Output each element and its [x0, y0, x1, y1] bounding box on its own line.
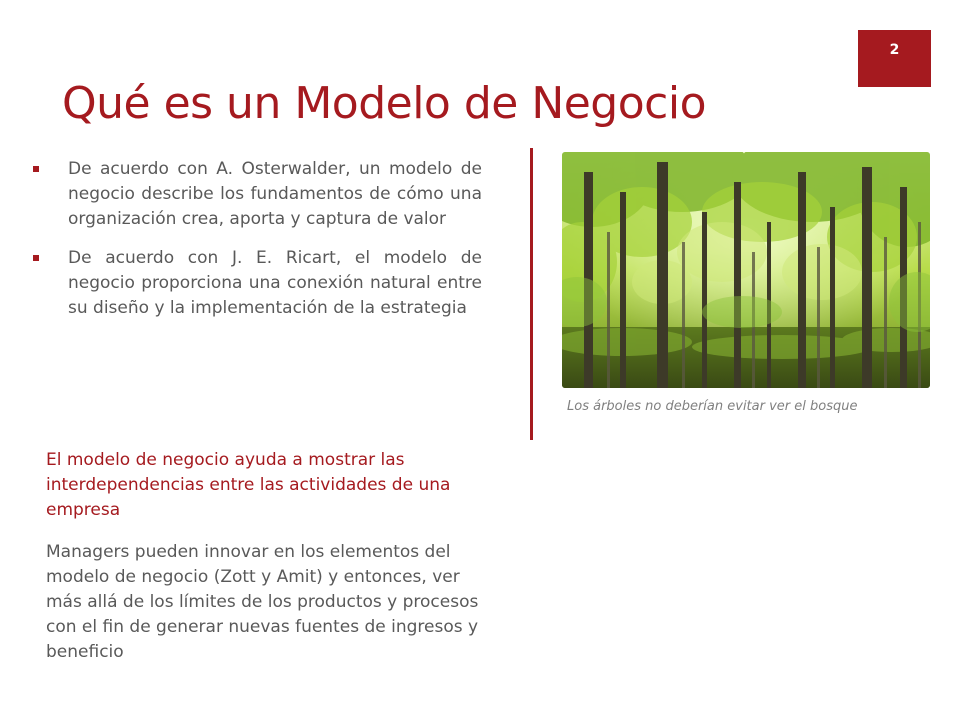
bullet-item: [30, 246, 482, 321]
bullet-text: De acuerdo con A. Osterwalder, un modelo de negocio describe los fundamentos de cómo una organización crea, aporta y captura de valor: [68, 159, 482, 229]
forest-photo: [562, 152, 930, 388]
bullet-item: [30, 157, 482, 232]
bullet-list: [30, 157, 482, 335]
slide-number: 2: [889, 42, 900, 58]
slide-number-badge: [858, 30, 931, 87]
slide-title: Qué es un Modelo de Negocio: [62, 78, 706, 129]
highlight-statement: El modelo de negocio ayuda a mostrar las interdependencias entre las actividades de una empresa: [46, 450, 451, 520]
managers-paragraph: Managers pueden innovar en los elementos del modelo de negocio (Zott y Amit) y entonces, ver más allá de los límites de los productos y procesos con el fin de generar nuevas fuentes de ingresos y beneficio: [46, 542, 479, 662]
bullet-text: De acuerdo con J. E. Ricart, el modelo de negocio proporciona una conexión natural entre su diseño y la implementación de la estrategia: [68, 248, 482, 318]
vertical-divider: [530, 148, 533, 440]
image-caption: Los árboles no deberían evitar ver el bosque: [567, 399, 858, 414]
square-bullet-icon: [33, 166, 39, 172]
square-bullet-icon: [33, 255, 39, 261]
